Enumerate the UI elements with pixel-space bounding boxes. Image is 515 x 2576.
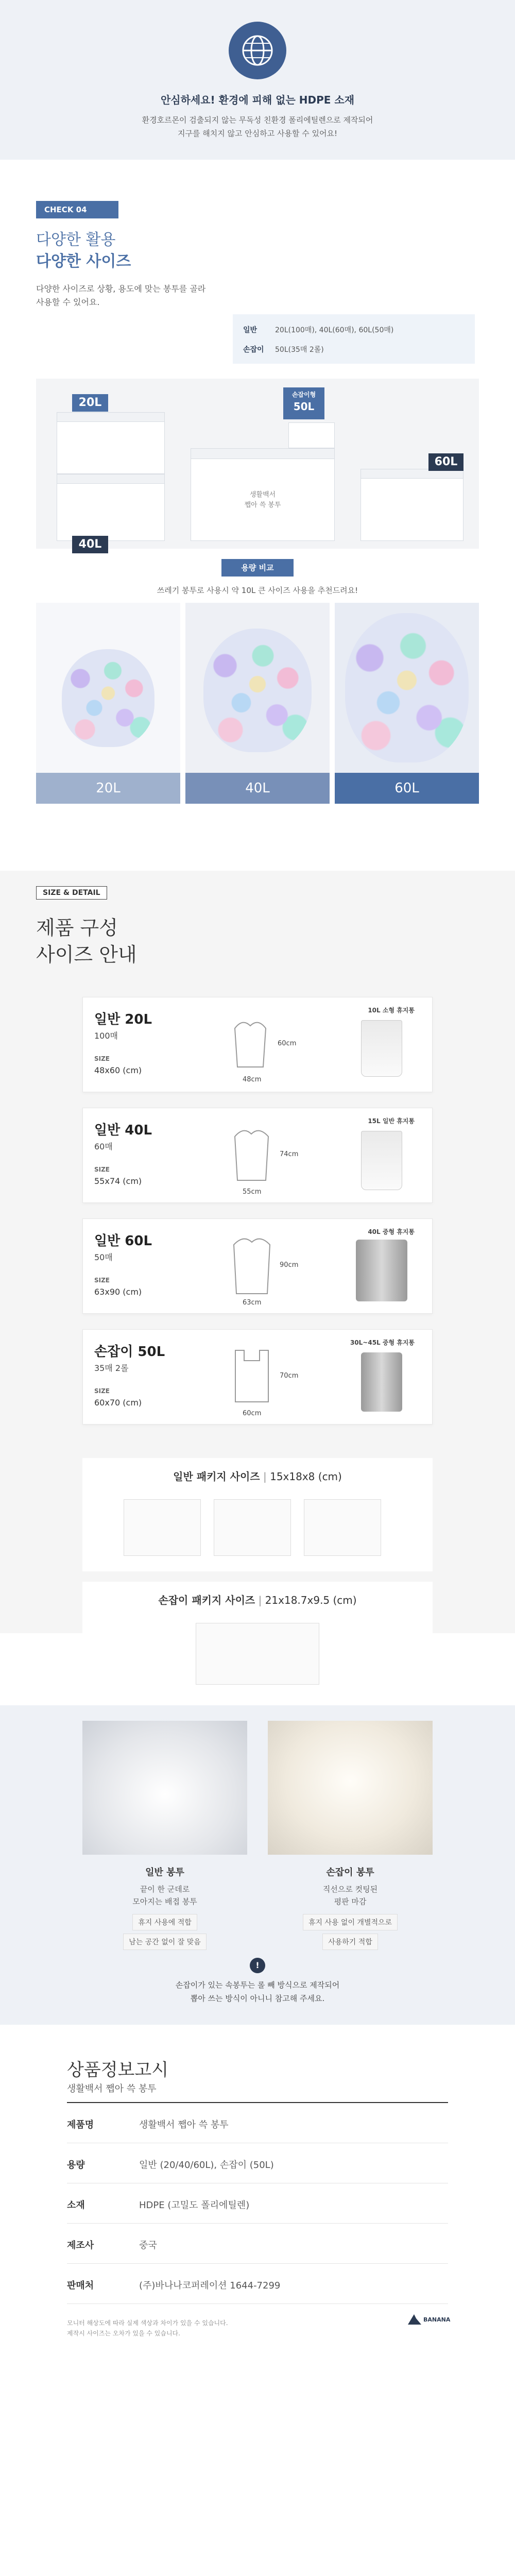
size-card-20l xyxy=(82,997,433,1092)
product-box-20l xyxy=(57,412,165,474)
eco-body-2: 지구를 해치지 않고 안심하고 사용할 수 있어요! xyxy=(178,129,337,138)
card-width: 60cm xyxy=(243,1410,262,1417)
ball-bag-60l xyxy=(345,613,469,762)
check-desc-2: 사용할 수 있어요. xyxy=(36,297,100,307)
info-row xyxy=(67,2264,448,2304)
info-row xyxy=(67,2183,448,2224)
card-bin-caption: 15L 일반 휴지통 xyxy=(368,1117,415,1125)
type-general-line2: 모아지는 배접 봉투 xyxy=(132,1897,197,1906)
box-tag-40l: 40L xyxy=(72,536,108,553)
type-handle-photo xyxy=(268,1721,433,1855)
package-box-handle xyxy=(196,1623,319,1685)
package-handle-size: 21x18.7x9.5 (cm) xyxy=(265,1594,357,1606)
card-count: 50매 xyxy=(94,1252,113,1262)
ball-bag-40l xyxy=(203,629,312,752)
eco-section xyxy=(0,0,515,160)
brand-name: BANANA xyxy=(423,2316,451,2323)
compare-label-60l: 60L xyxy=(335,773,479,804)
type-general-pill-2: 남는 공간 없이 잘 맞음 xyxy=(123,1934,207,1950)
bin-icon xyxy=(361,1020,402,1077)
types-section-bg xyxy=(0,1705,515,2025)
card-width: 55cm xyxy=(243,1188,262,1196)
info-key: 소재 xyxy=(67,2200,85,2211)
type-general-photo xyxy=(82,1721,247,1855)
notice-line-1: 손잡이가 있는 속봉투는 롤 빼 방식으로 제작되어 xyxy=(175,1980,340,1990)
card-height: 60cm xyxy=(278,1040,297,1047)
size-card-50l xyxy=(82,1329,433,1425)
info-key: 판매처 xyxy=(67,2280,94,2291)
package-box-3 xyxy=(304,1499,381,1556)
card-count: 100매 xyxy=(94,1031,118,1041)
card-count: 35매 2롤 xyxy=(94,1363,129,1373)
bag-outline-icon xyxy=(231,1234,272,1298)
eco-body-1: 환경호르몬이 검출되지 않는 무독성 친환경 폴리에틸렌으로 제작되어 xyxy=(142,115,373,125)
box-tag-60l: 60L xyxy=(428,453,464,471)
type-handle-pill-1: 휴지 사용 없이 개별적으로 xyxy=(303,1914,398,1930)
notice-line-2: 뽑아 쓰는 방식이 아니니 참고해 주세요. xyxy=(190,1994,325,2003)
brand-logo xyxy=(407,2313,451,2334)
card-name: 일반 40L xyxy=(94,1123,152,1138)
info-row xyxy=(67,2224,448,2264)
disclaimer-2: 제작시 사이즈는 오차가 있을 수 있습니다. xyxy=(67,2330,180,2337)
bag-outline-icon xyxy=(231,1348,272,1406)
card-height: 74cm xyxy=(280,1150,299,1158)
type-handle-line1: 직선으로 컷팅된 xyxy=(322,1885,378,1894)
compare-badge: 용량 비교 xyxy=(221,559,294,577)
size-title-2: 사이즈 안내 xyxy=(36,943,137,966)
compare-panel-40l xyxy=(185,603,330,773)
compare-label-40l: 40L xyxy=(185,773,330,804)
bag-outline-icon xyxy=(232,1018,268,1072)
bin-icon xyxy=(361,1131,402,1190)
card-height: 90cm xyxy=(280,1261,299,1269)
package-general-size: 15x18x8 (cm) xyxy=(270,1470,342,1483)
spec2-value: 50L(35매 2롤) xyxy=(275,346,324,354)
compare-panel-20l xyxy=(36,603,180,773)
card-size: 48x60 (cm) xyxy=(94,1065,142,1075)
compare-label-20l: 20L xyxy=(36,773,180,804)
package-box-1 xyxy=(124,1499,201,1556)
check-badge: CHECK 04 xyxy=(36,201,118,218)
product-box-front xyxy=(191,448,335,541)
check-title-2: 다양한 사이즈 xyxy=(36,252,131,270)
package-box-2 xyxy=(214,1499,291,1556)
info-key: 용량 xyxy=(67,2160,85,2171)
disclaimer-1: 모니터 해상도에 따라 실제 색상과 차이가 있을 수 있습니다. xyxy=(67,2319,228,2327)
card-size: 55x74 (cm) xyxy=(94,1176,142,1186)
card-name: 일반 20L xyxy=(94,1012,152,1027)
bin-icon xyxy=(361,1352,402,1412)
info-icon: ! xyxy=(250,1958,265,1973)
compare-note: 쓰레기 봉투로 사용시 약 10L 큰 사이즈 사용을 추천드려요! xyxy=(157,586,358,595)
size-card-40l xyxy=(82,1108,433,1203)
spec1-label: 일반 xyxy=(243,326,258,334)
product-box-40l xyxy=(57,474,165,541)
type-general-line1: 끝이 한 군데로 xyxy=(140,1885,190,1894)
card-bin-caption: 30L~45L 중형 휴지통 xyxy=(350,1339,415,1346)
card-size-label: SIZE xyxy=(94,1277,110,1284)
size-title-1: 제품 구성 xyxy=(36,917,118,939)
card-size-label: SIZE xyxy=(94,1166,110,1173)
info-key: 제품명 xyxy=(67,2120,94,2130)
card-bin-caption: 10L 소형 휴지통 xyxy=(368,1007,415,1014)
card-bin-caption: 40L 중형 휴지통 xyxy=(368,1228,415,1235)
check-desc-1: 다양한 사이즈로 상황, 용도에 맞는 봉투를 골라 xyxy=(36,284,206,294)
product-box-60l xyxy=(360,469,464,541)
type-handle-line2: 평판 마감 xyxy=(334,1897,367,1906)
info-row xyxy=(67,2143,448,2183)
product-box-50l xyxy=(288,422,335,448)
type-handle-pill-2: 사용하기 적합 xyxy=(322,1934,378,1950)
package-handle: 손잡이 패키지 사이즈 | 21x18.7x9.5 (cm) xyxy=(82,1582,433,1695)
box-tag-50l-top: 손잡이형 xyxy=(291,391,316,398)
compare-panel-60l xyxy=(335,603,479,773)
globe-icon xyxy=(227,20,288,81)
card-size-label: SIZE xyxy=(94,1387,110,1395)
spec2-label: 손잡이 xyxy=(243,346,264,354)
size-card-60l xyxy=(82,1218,433,1314)
card-count: 60매 xyxy=(94,1142,113,1151)
eco-headline: 안심하세요! 환경에 피해 없는 HDPE 소재 xyxy=(160,94,355,106)
info-key: 제조사 xyxy=(67,2240,94,2251)
size-badge: SIZE & DETAIL xyxy=(36,886,107,900)
info-value: 생활백서 쨉아 쓱 봉투 xyxy=(139,2120,229,2130)
card-size: 63x90 (cm) xyxy=(94,1287,142,1297)
box-tag-50l xyxy=(283,387,324,419)
box-brand-1: 생활백서 xyxy=(249,491,276,499)
info-subtitle: 생활백서 쨉아 쓱 봉투 xyxy=(67,2083,157,2094)
package-handle-title: 손잡이 패키지 사이즈 xyxy=(158,1594,255,1606)
box-tag-50l-size: 50L xyxy=(293,400,315,413)
card-name: 손잡이 50L xyxy=(94,1344,165,1360)
type-handle-name: 손잡이 봉투 xyxy=(326,1867,374,1878)
package-general-title: 일반 패키지 사이즈 xyxy=(173,1470,260,1483)
spec-box xyxy=(233,314,475,364)
type-general-pill-1: 휴지 사용에 적합 xyxy=(132,1914,197,1930)
card-height: 70cm xyxy=(280,1372,299,1380)
info-title: 상품정보고시 xyxy=(67,2060,169,2080)
bag-outline-icon xyxy=(232,1126,271,1185)
package-general: 일반 패키지 사이즈 | 15x18x8 (cm) xyxy=(82,1458,433,1571)
info-value: 중국 xyxy=(139,2240,157,2251)
spec1-value: 20L(100매), 40L(60매), 60L(50매) xyxy=(275,326,394,334)
card-name: 일반 60L xyxy=(94,1233,152,1249)
bin-icon xyxy=(356,1240,407,1301)
check-title-1: 다양한 활용 xyxy=(36,231,116,249)
info-value: 일반 (20/40/60L), 손잡이 (50L) xyxy=(139,2160,274,2171)
card-width: 48cm xyxy=(243,1076,262,1083)
info-value: HDPE (고밀도 폴리에틸렌) xyxy=(139,2200,250,2211)
info-value: (주)바나나코퍼레이션 1644-7299 xyxy=(139,2280,281,2291)
card-size: 60x70 (cm) xyxy=(94,1398,142,1408)
card-width: 63cm xyxy=(243,1299,262,1307)
ball-bag-20l xyxy=(62,649,154,747)
box-tag-20l: 20L xyxy=(72,394,108,412)
card-size-label: SIZE xyxy=(94,1055,110,1062)
type-general-name: 일반 봉투 xyxy=(145,1867,184,1878)
info-row xyxy=(67,2103,448,2143)
box-brand-2: 쨉아 쓱 봉투 xyxy=(244,501,281,509)
